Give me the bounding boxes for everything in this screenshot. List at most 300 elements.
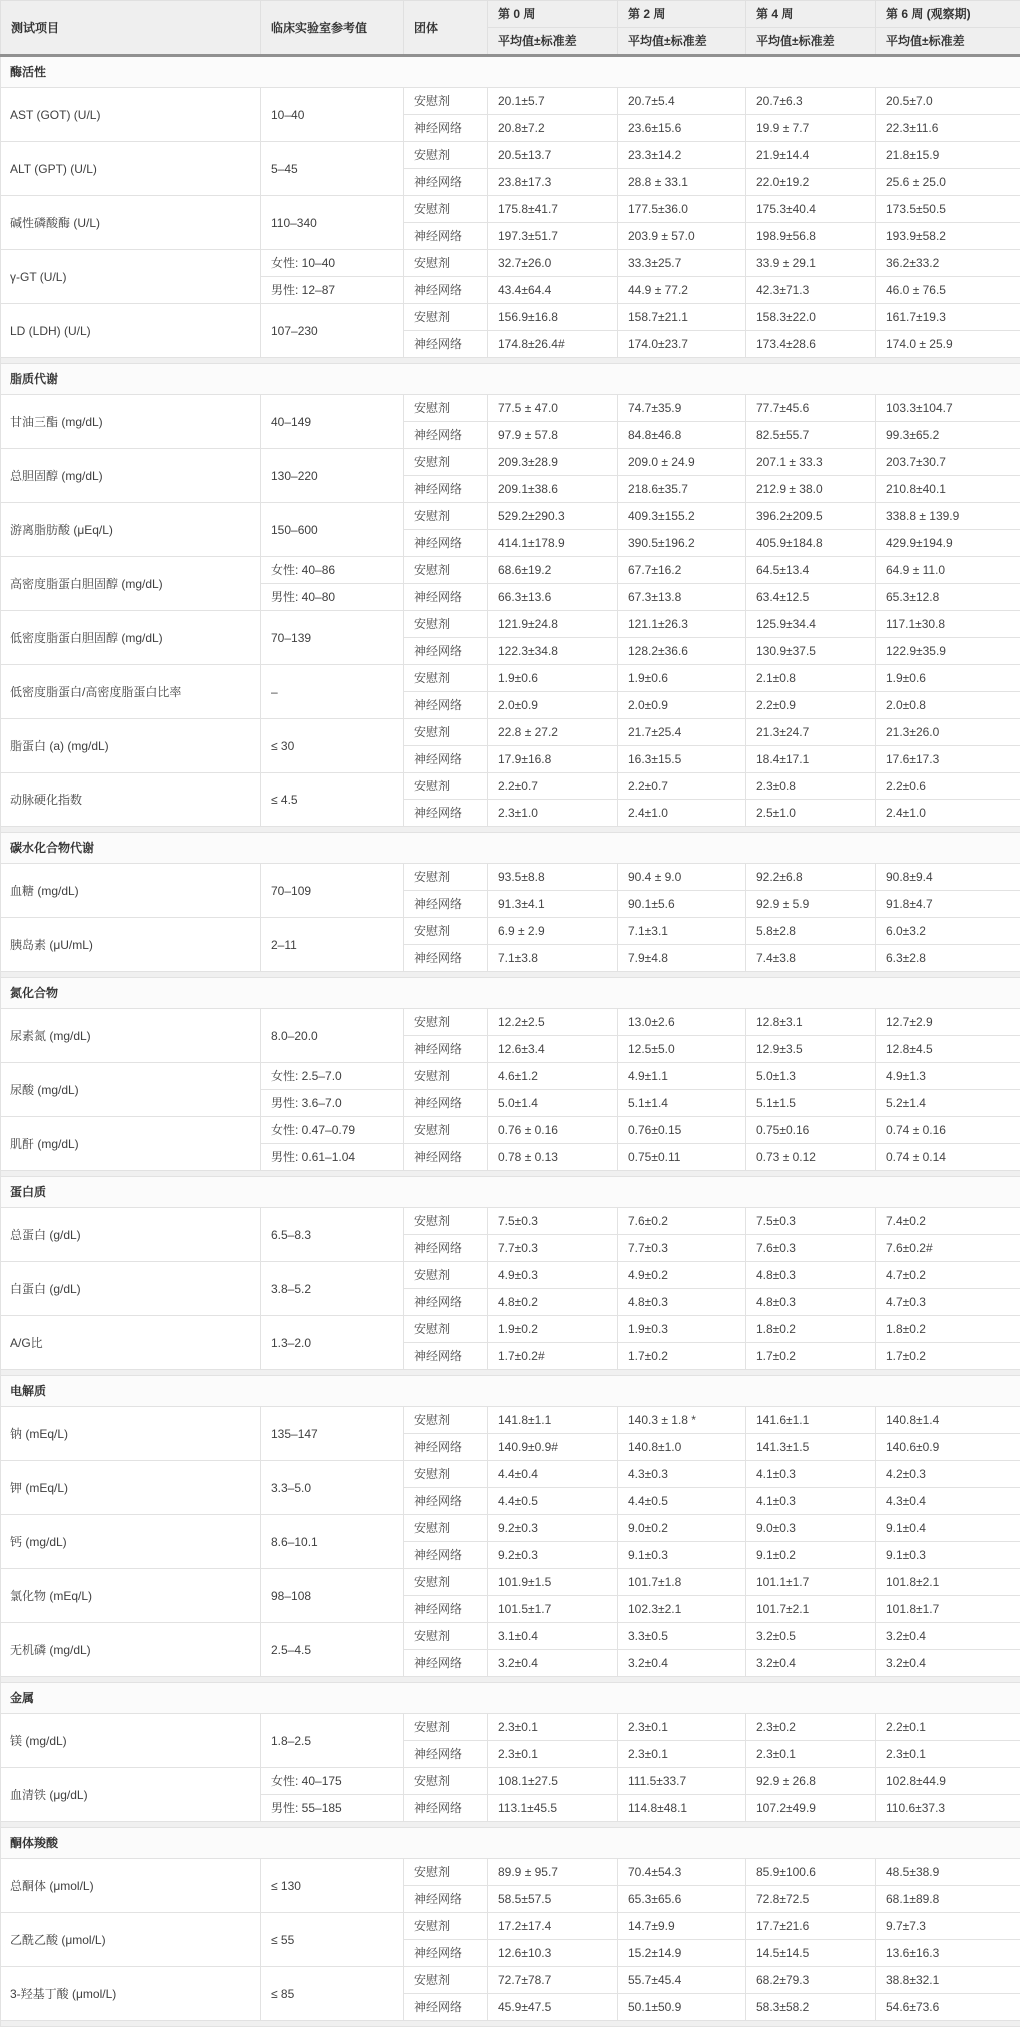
value-cell: 4.9±0.3	[488, 1262, 618, 1289]
value-cell: 45.9±47.5	[488, 1994, 618, 2021]
value-cell: 4.9±0.2	[618, 1262, 746, 1289]
value-cell: 77.7±45.6	[746, 395, 876, 422]
group-label: 神经网络	[404, 1434, 488, 1461]
value-cell: 2.0±0.9	[488, 692, 618, 719]
group-label: 安慰剂	[404, 611, 488, 638]
value-cell: 0.73 ± 0.12	[746, 1144, 876, 1171]
value-cell: 2.1±0.8	[746, 665, 876, 692]
test-item-name: 总蛋白 (g/dL)	[1, 1208, 261, 1262]
value-cell: 1.8±0.2	[876, 1316, 1020, 1343]
section-header-row	[1, 978, 1020, 1009]
group-label: 神经网络	[404, 169, 488, 196]
group-label: 安慰剂	[404, 395, 488, 422]
reference-value: 8.6–10.1	[261, 1515, 404, 1569]
reference-value: 3.8–5.2	[261, 1262, 404, 1316]
value-cell: 70.4±54.3	[618, 1859, 746, 1886]
reference-value-female: 女性: 0.47–0.79	[261, 1117, 404, 1144]
test-item-name: 氯化物 (mEq/L)	[1, 1569, 261, 1623]
section-title: 碳水化合物代谢	[1, 833, 1020, 864]
value-cell: 66.3±13.6	[488, 584, 618, 611]
value-cell: 4.8±0.3	[746, 1289, 876, 1316]
value-cell: 12.8±4.5	[876, 1036, 1020, 1063]
group-label: 神经网络	[404, 331, 488, 358]
value-cell: 13.0±2.6	[618, 1009, 746, 1036]
header-group: 团体	[404, 1, 488, 56]
value-cell: 529.2±290.3	[488, 503, 618, 530]
group-label: 神经网络	[404, 476, 488, 503]
value-cell: 175.3±40.4	[746, 196, 876, 223]
value-cell: 140.6±0.9	[876, 1434, 1020, 1461]
value-cell: 2.2±0.6	[876, 773, 1020, 800]
value-cell: 0.76±0.15	[618, 1117, 746, 1144]
value-cell: 121.1±26.3	[618, 611, 746, 638]
value-cell: 19.9 ± 7.7	[746, 115, 876, 142]
table-header	[1, 1, 1020, 56]
header-stat-week-4: 平均值±标准差	[746, 28, 876, 56]
test-item-name: 脂蛋白 (a) (mg/dL)	[1, 719, 261, 773]
value-cell: 101.1±1.7	[746, 1569, 876, 1596]
value-cell: 103.3±104.7	[876, 395, 1020, 422]
header-week-4: 第 4 周	[746, 1, 876, 28]
value-cell: 158.7±21.1	[618, 304, 746, 331]
value-cell: 20.5±7.0	[876, 88, 1020, 115]
group-label: 安慰剂	[404, 88, 488, 115]
test-item-name: 血糖 (mg/dL)	[1, 864, 261, 918]
test-item-name: 动脉硬化指数	[1, 773, 261, 827]
group-label: 安慰剂	[404, 1859, 488, 1886]
value-cell: 141.6±1.1	[746, 1407, 876, 1434]
reference-value: 130–220	[261, 449, 404, 503]
value-cell: 101.9±1.5	[488, 1569, 618, 1596]
value-cell: 4.7±0.3	[876, 1289, 1020, 1316]
section-header-row	[1, 833, 1020, 864]
value-cell: 2.3±0.1	[488, 1714, 618, 1741]
value-cell: 0.75±0.16	[746, 1117, 876, 1144]
value-cell: 1.7±0.2	[618, 1343, 746, 1370]
value-cell: 21.8±15.9	[876, 142, 1020, 169]
group-label: 神经网络	[404, 1795, 488, 1822]
group-label: 神经网络	[404, 1886, 488, 1913]
value-cell: 4.7±0.2	[876, 1262, 1020, 1289]
header-test-item: 测试项目	[1, 1, 261, 56]
value-cell: 1.7±0.2	[876, 1343, 1020, 1370]
section-header-row	[1, 56, 1020, 88]
group-label: 神经网络	[404, 422, 488, 449]
value-cell: 2.3±0.1	[618, 1714, 746, 1741]
value-cell: 9.2±0.3	[488, 1515, 618, 1542]
value-cell: 209.3±28.9	[488, 449, 618, 476]
value-cell: 4.8±0.3	[618, 1289, 746, 1316]
value-cell: 9.2±0.3	[488, 1542, 618, 1569]
group-label: 神经网络	[404, 1144, 488, 1171]
value-cell: 4.1±0.3	[746, 1461, 876, 1488]
value-cell: 9.0±0.3	[746, 1515, 876, 1542]
value-cell: 141.8±1.1	[488, 1407, 618, 1434]
value-cell: 0.74 ± 0.14	[876, 1144, 1020, 1171]
value-cell: 68.1±89.8	[876, 1886, 1020, 1913]
value-cell: 218.6±35.7	[618, 476, 746, 503]
value-cell: 7.9±4.8	[618, 945, 746, 972]
value-cell: 65.3±12.8	[876, 584, 1020, 611]
value-cell: 18.4±17.1	[746, 746, 876, 773]
reference-value: 2.5–4.5	[261, 1623, 404, 1677]
section-title: 氮化合物	[1, 978, 1020, 1009]
group-label: 神经网络	[404, 530, 488, 557]
group-label: 安慰剂	[404, 918, 488, 945]
reference-value-female: 女性: 2.5–7.0	[261, 1063, 404, 1090]
group-label: 安慰剂	[404, 1063, 488, 1090]
section-header-row	[1, 1683, 1020, 1714]
value-cell: 117.1±30.8	[876, 611, 1020, 638]
value-cell: 17.9±16.8	[488, 746, 618, 773]
value-cell: 102.8±44.9	[876, 1768, 1020, 1795]
value-cell: 4.4±0.4	[488, 1461, 618, 1488]
value-cell: 198.9±56.8	[746, 223, 876, 250]
table-row	[1, 503, 1020, 530]
value-cell: 9.0±0.2	[618, 1515, 746, 1542]
test-item-name: 尿酸 (mg/dL)	[1, 1063, 261, 1117]
test-item-name: γ-GT (U/L)	[1, 250, 261, 304]
group-label: 神经网络	[404, 1940, 488, 1967]
table-row	[1, 88, 1020, 115]
value-cell: 130.9±37.5	[746, 638, 876, 665]
value-cell: 175.8±41.7	[488, 196, 618, 223]
table-row	[1, 1063, 1020, 1090]
value-cell: 113.1±45.5	[488, 1795, 618, 1822]
group-label: 神经网络	[404, 1343, 488, 1370]
group-label: 神经网络	[404, 584, 488, 611]
table-row	[1, 1714, 1020, 1741]
value-cell: 21.7±25.4	[618, 719, 746, 746]
value-cell: 140.8±1.4	[876, 1407, 1020, 1434]
value-cell: 174.8±26.4#	[488, 331, 618, 358]
value-cell: 2.3±0.1	[876, 1741, 1020, 1768]
table-row	[1, 1407, 1020, 1434]
test-item-name: 镁 (mg/dL)	[1, 1714, 261, 1768]
value-cell: 210.8±40.1	[876, 476, 1020, 503]
value-cell: 107.2±49.9	[746, 1795, 876, 1822]
table-row	[1, 395, 1020, 422]
group-label: 神经网络	[404, 1994, 488, 2021]
value-cell: 101.8±1.7	[876, 1596, 1020, 1623]
group-label: 安慰剂	[404, 503, 488, 530]
value-cell: 2.2±0.1	[876, 1714, 1020, 1741]
value-cell: 7.6±0.3	[746, 1235, 876, 1262]
value-cell: 2.0±0.9	[618, 692, 746, 719]
value-cell: 7.6±0.2#	[876, 1235, 1020, 1262]
value-cell: 21.3±26.0	[876, 719, 1020, 746]
table-row	[1, 665, 1020, 692]
value-cell: 90.1±5.6	[618, 891, 746, 918]
group-label: 神经网络	[404, 1235, 488, 1262]
test-item-name: 游离脂肪酸 (μEq/L)	[1, 503, 261, 557]
value-cell: 4.9±1.1	[618, 1063, 746, 1090]
value-cell: 42.3±71.3	[746, 277, 876, 304]
value-cell: 99.3±65.2	[876, 422, 1020, 449]
value-cell: 140.3 ± 1.8 *	[618, 1407, 746, 1434]
value-cell: 108.1±27.5	[488, 1768, 618, 1795]
header-week-2: 第 2 周	[618, 1, 746, 28]
reference-value: 5–45	[261, 142, 404, 196]
group-label: 神经网络	[404, 277, 488, 304]
section-title: 金属	[1, 1683, 1020, 1714]
group-label: 神经网络	[404, 115, 488, 142]
value-cell: 33.9 ± 29.1	[746, 250, 876, 277]
value-cell: 9.1±0.3	[618, 1542, 746, 1569]
value-cell: 102.3±2.1	[618, 1596, 746, 1623]
value-cell: 193.9±58.2	[876, 223, 1020, 250]
group-label: 神经网络	[404, 945, 488, 972]
value-cell: 93.5±8.8	[488, 864, 618, 891]
section-header-row	[1, 1177, 1020, 1208]
reference-value: 110–340	[261, 196, 404, 250]
value-cell: 84.8±46.8	[618, 422, 746, 449]
value-cell: 156.9±16.8	[488, 304, 618, 331]
value-cell: 64.5±13.4	[746, 557, 876, 584]
test-item-name: 胰岛素 (μU/mL)	[1, 918, 261, 972]
value-cell: 17.7±21.6	[746, 1913, 876, 1940]
value-cell: 22.0±19.2	[746, 169, 876, 196]
reference-value: 3.3–5.0	[261, 1461, 404, 1515]
group-label: 安慰剂	[404, 719, 488, 746]
value-cell: 125.9±34.4	[746, 611, 876, 638]
value-cell: 4.4±0.5	[618, 1488, 746, 1515]
group-label: 神经网络	[404, 1542, 488, 1569]
header-stat-week-2: 平均值±标准差	[618, 28, 746, 56]
value-cell: 101.7±1.8	[618, 1569, 746, 1596]
value-cell: 7.7±0.3	[488, 1235, 618, 1262]
group-label: 神经网络	[404, 1650, 488, 1677]
value-cell: 429.9±194.9	[876, 530, 1020, 557]
group-label: 安慰剂	[404, 665, 488, 692]
group-label: 神经网络	[404, 1036, 488, 1063]
value-cell: 4.3±0.4	[876, 1488, 1020, 1515]
value-cell: 4.3±0.3	[618, 1461, 746, 1488]
value-cell: 122.9±35.9	[876, 638, 1020, 665]
value-cell: 23.3±14.2	[618, 142, 746, 169]
group-label: 安慰剂	[404, 1461, 488, 1488]
value-cell: 4.1±0.3	[746, 1488, 876, 1515]
reference-value: 10–40	[261, 88, 404, 142]
value-cell: 12.9±3.5	[746, 1036, 876, 1063]
value-cell: 396.2±209.5	[746, 503, 876, 530]
group-label: 神经网络	[404, 891, 488, 918]
value-cell: 68.6±19.2	[488, 557, 618, 584]
value-cell: 50.1±50.9	[618, 1994, 746, 2021]
value-cell: 5.0±1.4	[488, 1090, 618, 1117]
test-item-name: AST (GOT) (U/L)	[1, 88, 261, 142]
value-cell: 20.7±6.3	[746, 88, 876, 115]
value-cell: 67.3±13.8	[618, 584, 746, 611]
reference-value-female: 女性: 10–40	[261, 250, 404, 277]
test-item-name: 钠 (mEq/L)	[1, 1407, 261, 1461]
value-cell: 2.2±0.9	[746, 692, 876, 719]
value-cell: 1.8±0.2	[746, 1316, 876, 1343]
test-item-name: 白蛋白 (g/dL)	[1, 1262, 261, 1316]
header-stat-week-0: 平均值±标准差	[488, 28, 618, 56]
section-title: 电解质	[1, 1376, 1020, 1407]
value-cell: 7.1±3.1	[618, 918, 746, 945]
group-label: 神经网络	[404, 1488, 488, 1515]
group-label: 安慰剂	[404, 1967, 488, 1994]
value-cell: 67.7±16.2	[618, 557, 746, 584]
group-label: 神经网络	[404, 692, 488, 719]
reference-value: ≤ 130	[261, 1859, 404, 1913]
table-row	[1, 864, 1020, 891]
reference-value-male: 男性: 12–87	[261, 277, 404, 304]
table-row	[1, 918, 1020, 945]
value-cell: 15.2±14.9	[618, 1940, 746, 1967]
group-label: 安慰剂	[404, 1009, 488, 1036]
value-cell: 44.9 ± 77.2	[618, 277, 746, 304]
value-cell: 21.3±24.7	[746, 719, 876, 746]
reference-value-female: 女性: 40–86	[261, 557, 404, 584]
value-cell: 1.9±0.3	[618, 1316, 746, 1343]
value-cell: 5.2±1.4	[876, 1090, 1020, 1117]
group-label: 安慰剂	[404, 1316, 488, 1343]
group-label: 神经网络	[404, 638, 488, 665]
value-cell: 121.9±24.8	[488, 611, 618, 638]
value-cell: 55.7±45.4	[618, 1967, 746, 1994]
reference-value-male: 男性: 55–185	[261, 1795, 404, 1822]
reference-value: 1.8–2.5	[261, 1714, 404, 1768]
section-gap	[1, 2021, 1020, 2027]
value-cell: 3.2±0.4	[876, 1623, 1020, 1650]
value-cell: 2.3±0.8	[746, 773, 876, 800]
value-cell: 174.0 ± 25.9	[876, 331, 1020, 358]
value-cell: 2.3±0.1	[488, 1741, 618, 1768]
value-cell: 2.3±0.1	[746, 1741, 876, 1768]
value-cell: 68.2±79.3	[746, 1967, 876, 1994]
value-cell: 12.6±10.3	[488, 1940, 618, 1967]
value-cell: 20.8±7.2	[488, 115, 618, 142]
value-cell: 38.8±32.1	[876, 1967, 1020, 1994]
test-item-name: 总酮体 (μmol/L)	[1, 1859, 261, 1913]
table-row	[1, 611, 1020, 638]
value-cell: 4.6±1.2	[488, 1063, 618, 1090]
value-cell: 5.1±1.4	[618, 1090, 746, 1117]
value-cell: 12.8±3.1	[746, 1009, 876, 1036]
value-cell: 7.1±3.8	[488, 945, 618, 972]
value-cell: 25.6 ± 25.0	[876, 169, 1020, 196]
test-item-name: 尿素氮 (mg/dL)	[1, 1009, 261, 1063]
value-cell: 140.9±0.9#	[488, 1434, 618, 1461]
value-cell: 3.2±0.4	[746, 1650, 876, 1677]
value-cell: 7.7±0.3	[618, 1235, 746, 1262]
value-cell: 72.8±72.5	[746, 1886, 876, 1913]
test-item-name: 钙 (mg/dL)	[1, 1515, 261, 1569]
value-cell: 1.9±0.6	[488, 665, 618, 692]
value-cell: 14.5±14.5	[746, 1940, 876, 1967]
value-cell: 58.5±57.5	[488, 1886, 618, 1913]
value-cell: 20.7±5.4	[618, 88, 746, 115]
value-cell: 5.1±1.5	[746, 1090, 876, 1117]
value-cell: 4.4±0.5	[488, 1488, 618, 1515]
test-item-name: 低密度脂蛋白胆固醇 (mg/dL)	[1, 611, 261, 665]
reference-value-male: 男性: 40–80	[261, 584, 404, 611]
group-label: 安慰剂	[404, 1569, 488, 1596]
value-cell: 6.3±2.8	[876, 945, 1020, 972]
value-cell: 101.5±1.7	[488, 1596, 618, 1623]
value-cell: 2.3±1.0	[488, 800, 618, 827]
table-row	[1, 1009, 1020, 1036]
section-title: 酶活性	[1, 56, 1020, 88]
value-cell: 212.9 ± 38.0	[746, 476, 876, 503]
value-cell: 101.7±2.1	[746, 1596, 876, 1623]
value-cell: 173.4±28.6	[746, 331, 876, 358]
table-row	[1, 1623, 1020, 1650]
value-cell: 9.1±0.4	[876, 1515, 1020, 1542]
section-header-row	[1, 1828, 1020, 1859]
value-cell: 2.0±0.8	[876, 692, 1020, 719]
value-cell: 338.8 ± 139.9	[876, 503, 1020, 530]
value-cell: 92.9 ± 26.8	[746, 1768, 876, 1795]
value-cell: 111.5±33.7	[618, 1768, 746, 1795]
value-cell: 5.8±2.8	[746, 918, 876, 945]
reference-value: ≤ 85	[261, 1967, 404, 2021]
reference-value: 98–108	[261, 1569, 404, 1623]
value-cell: 23.8±17.3	[488, 169, 618, 196]
value-cell: 17.6±17.3	[876, 746, 1020, 773]
value-cell: 72.7±78.7	[488, 1967, 618, 1994]
value-cell: 36.2±33.2	[876, 250, 1020, 277]
value-cell: 9.1±0.3	[876, 1542, 1020, 1569]
value-cell: 177.5±36.0	[618, 196, 746, 223]
value-cell: 7.5±0.3	[746, 1208, 876, 1235]
table-row	[1, 557, 1020, 584]
table-row	[1, 1515, 1020, 1542]
value-cell: 207.1 ± 33.3	[746, 449, 876, 476]
value-cell: 4.9±1.3	[876, 1063, 1020, 1090]
reference-value-male: 男性: 3.6–7.0	[261, 1090, 404, 1117]
reference-value: 1.3–2.0	[261, 1316, 404, 1370]
value-cell: 12.5±5.0	[618, 1036, 746, 1063]
value-cell: 0.78 ± 0.13	[488, 1144, 618, 1171]
header-stat-week-6: 平均值±标准差	[876, 28, 1020, 56]
value-cell: 89.9 ± 95.7	[488, 1859, 618, 1886]
test-item-name: LD (LDH) (U/L)	[1, 304, 261, 358]
value-cell: 140.8±1.0	[618, 1434, 746, 1461]
group-label: 安慰剂	[404, 1913, 488, 1940]
value-cell: 174.0±23.7	[618, 331, 746, 358]
reference-value: ≤ 4.5	[261, 773, 404, 827]
value-cell: 414.1±178.9	[488, 530, 618, 557]
header-week-6: 第 6 周 (观察期)	[876, 1, 1020, 28]
table-row	[1, 1262, 1020, 1289]
value-cell: 161.7±19.3	[876, 304, 1020, 331]
reference-value: 2–11	[261, 918, 404, 972]
value-cell: 46.0 ± 76.5	[876, 277, 1020, 304]
value-cell: 2.4±1.0	[618, 800, 746, 827]
value-cell: 128.2±36.6	[618, 638, 746, 665]
value-cell: 0.74 ± 0.16	[876, 1117, 1020, 1144]
value-cell: 114.8±48.1	[618, 1795, 746, 1822]
group-label: 安慰剂	[404, 1208, 488, 1235]
value-cell: 54.6±73.6	[876, 1994, 1020, 2021]
value-cell: 48.5±38.9	[876, 1859, 1020, 1886]
value-cell: 2.3±0.1	[618, 1741, 746, 1768]
table-row	[1, 1967, 1020, 1994]
group-label: 安慰剂	[404, 196, 488, 223]
reference-value: 40–149	[261, 395, 404, 449]
test-item-name: 甘油三酯 (mg/dL)	[1, 395, 261, 449]
value-cell: 64.9 ± 11.0	[876, 557, 1020, 584]
value-cell: 209.0 ± 24.9	[618, 449, 746, 476]
value-cell: 2.5±1.0	[746, 800, 876, 827]
table-row	[1, 773, 1020, 800]
group-label: 安慰剂	[404, 557, 488, 584]
reference-value: 150–600	[261, 503, 404, 557]
